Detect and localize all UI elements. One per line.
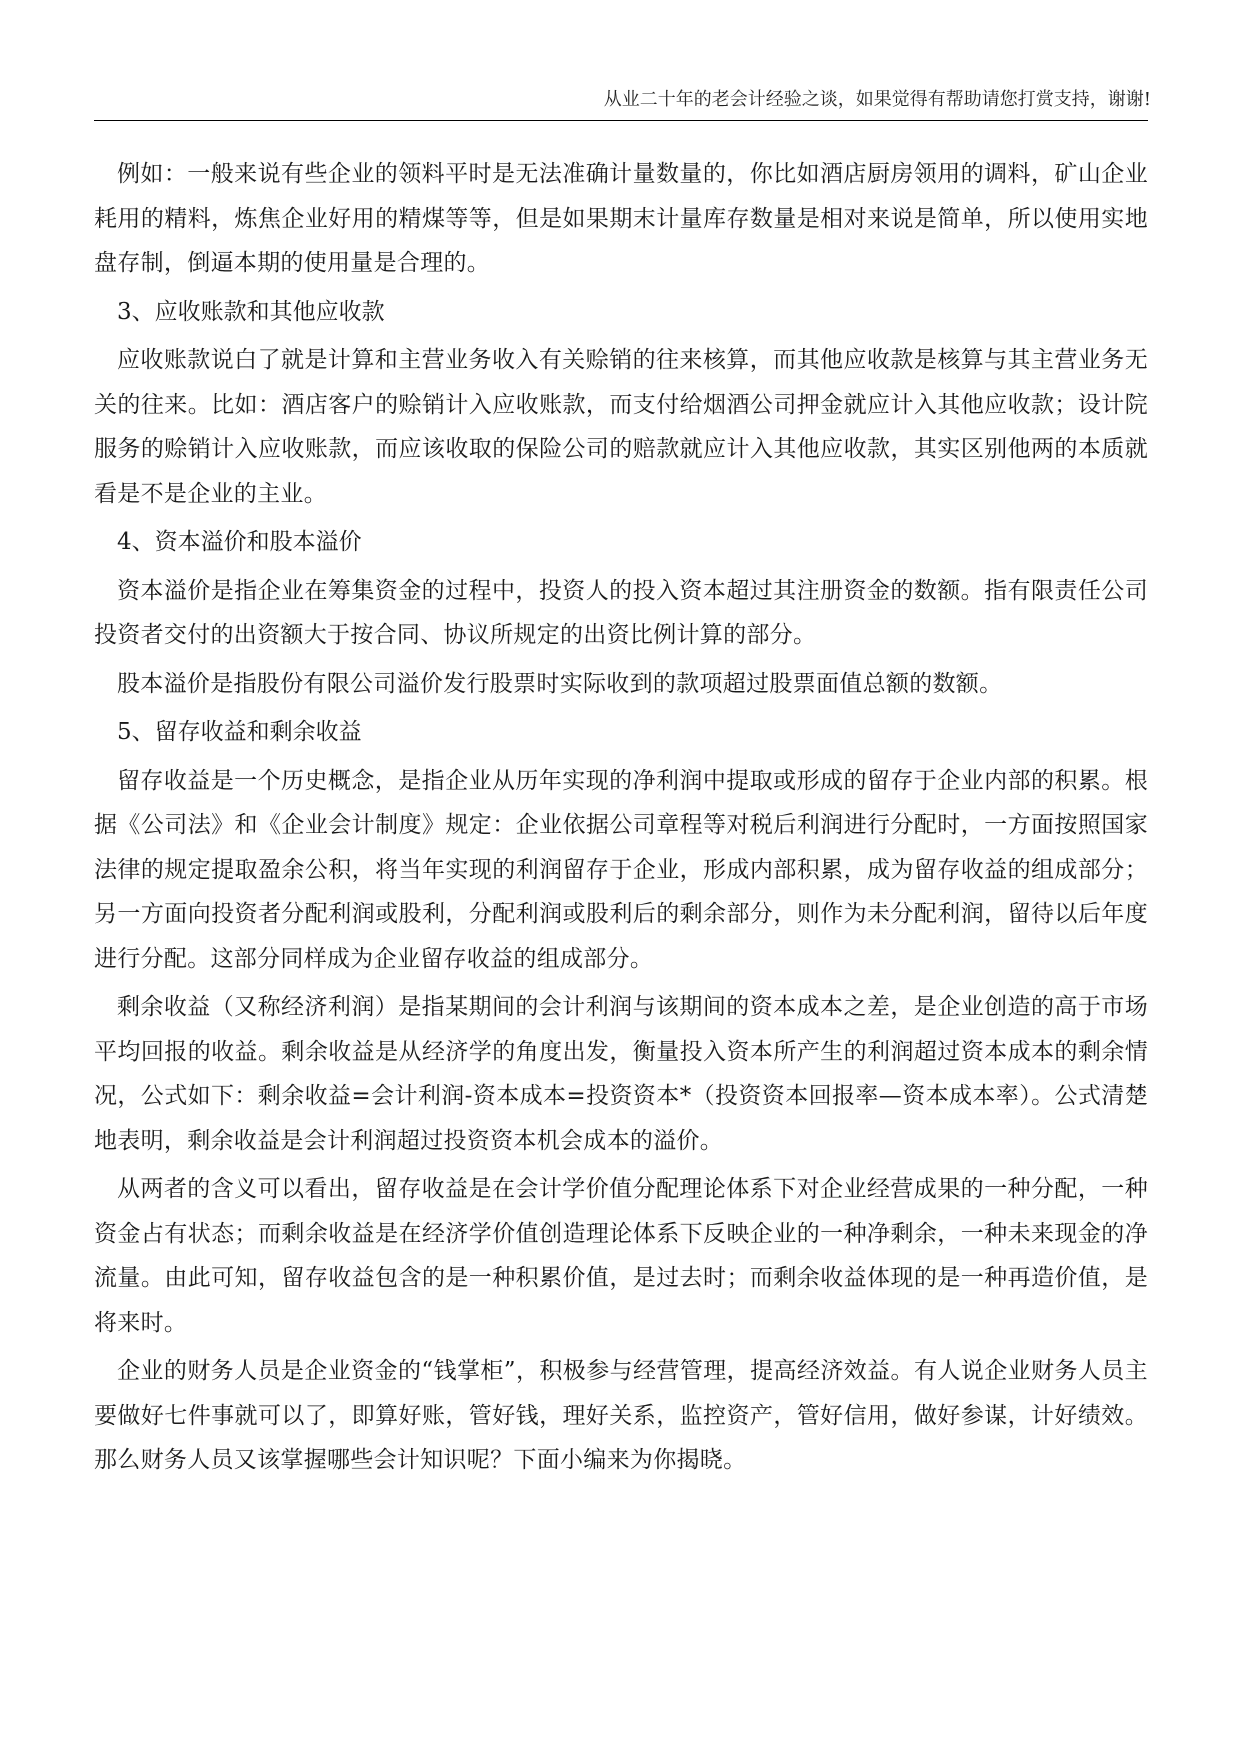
header-note: 从业二十年的老会计经验之谈，如果觉得有帮助请您打赏支持，谢谢! bbox=[603, 89, 1151, 110]
paragraph-material-usage-example: 例如：一般来说有些企业的领料平时是无法准确计量数量的，你比如酒店厨房领用的调料，矿山企业耗用的精料，炼焦企业好用的精煤等等，但是如果期末计量库存数量是相对来说是简单，所以使用实地盘存制，倒逼本期的使用量是合理的。 bbox=[94, 161, 1148, 276]
paragraph-retained-earnings: 留存收益是一个历史概念，是指企业从历年实现的净利润中提取或形成的留存于企业内部的积累。根据《公司法》和《企业会计制度》规定：企业依据公司章程等对税后利润进行分配时，一方面按照国家法律的规定提取盈余公积，将当年实现的利润留存于企业，形成内部积累，成为留存收益的组成部分；另一方面向投资者分配利润或股利，分配利润或股利后的剩余部分，则作为未分配利润，留待以后年度进行分配。这部分同样成为企业留存收益的组成部分。 bbox=[94, 767, 1148, 972]
paragraph-finance-staff: 企业的财务人员是企业资金的“钱掌柜”，积极参与经营管理，提高经济效益。有人说企业财务人员主要做好七件事就可以了，即算好账，管好钱，理好关系，监控资产，管好信用，做好参谋，计好绩效。那么财务人员又该掌握哪些会计知识呢？下面小编来为你揭晓。 bbox=[94, 1358, 1148, 1473]
paragraph-residual-income: 剩余收益（又称经济利润）是指某期间的会计利润与该期间的资本成本之差，是企业创造的高于市场平均回报的收益。剩余收益是从经济学的角度出发，衡量投入资本所产生的利润超过资本成本的剩余情况，公式如下：剩余收益=会计利润-资本成本=投资资本*（投资资本回报率—资本成本率）。公式清楚地表明，剩余收益是会计利润超过投资资本机会成本的溢价。 bbox=[94, 994, 1148, 1154]
section-heading-receivables: 3、应收账款和其他应收款 bbox=[117, 298, 385, 325]
section-heading-earnings: 5、留存收益和剩余收益 bbox=[117, 719, 362, 745]
section-heading-premium: 4、资本溢价和股本溢价 bbox=[117, 529, 362, 555]
document-body bbox=[94, 152, 1148, 1483]
paragraph-capital-premium: 资本溢价是指企业在筹集资金的过程中，投资人的投入资本超过其注册资金的数额。指有限责任公司投资者交付的出资额大于按合同、协议所规定的出资比例计算的部分。 bbox=[94, 577, 1148, 648]
paragraph-share-premium: 股本溢价是指股份有限公司溢价发行股票时实际收到的款项超过股票面值总额的数额。 bbox=[117, 670, 1003, 697]
paragraph-receivables: 应收账款说白了就是计算和主营业务收入有关赊销的往来核算，而其他应收款是核算与其主营业务无关的往来。比如：酒店客户的赊销计入应收账款，而支付给烟酒公司押金就应计入其他应收款；设计院服务的赊销计入应收账款，而应该收取的保险公司的赔款就应计入其他应收款，其实区别他两的本质就看是不是企业的主业。 bbox=[94, 347, 1148, 507]
header-divider bbox=[94, 120, 1148, 121]
paragraph-comparison: 从两者的含义可以看出，留存收益是在会计学价值分配理论体系下对企业经营成果的一种分配，一种资金占有状态；而剩余收益是在经济学价值创造理论体系下反映企业的一种净剩余，一种未来现金的净流量。由此可知，留存收益包含的是一种积累价值，是过去时；而剩余收益体现的是一种再造价值，是将来时。 bbox=[94, 1176, 1148, 1336]
